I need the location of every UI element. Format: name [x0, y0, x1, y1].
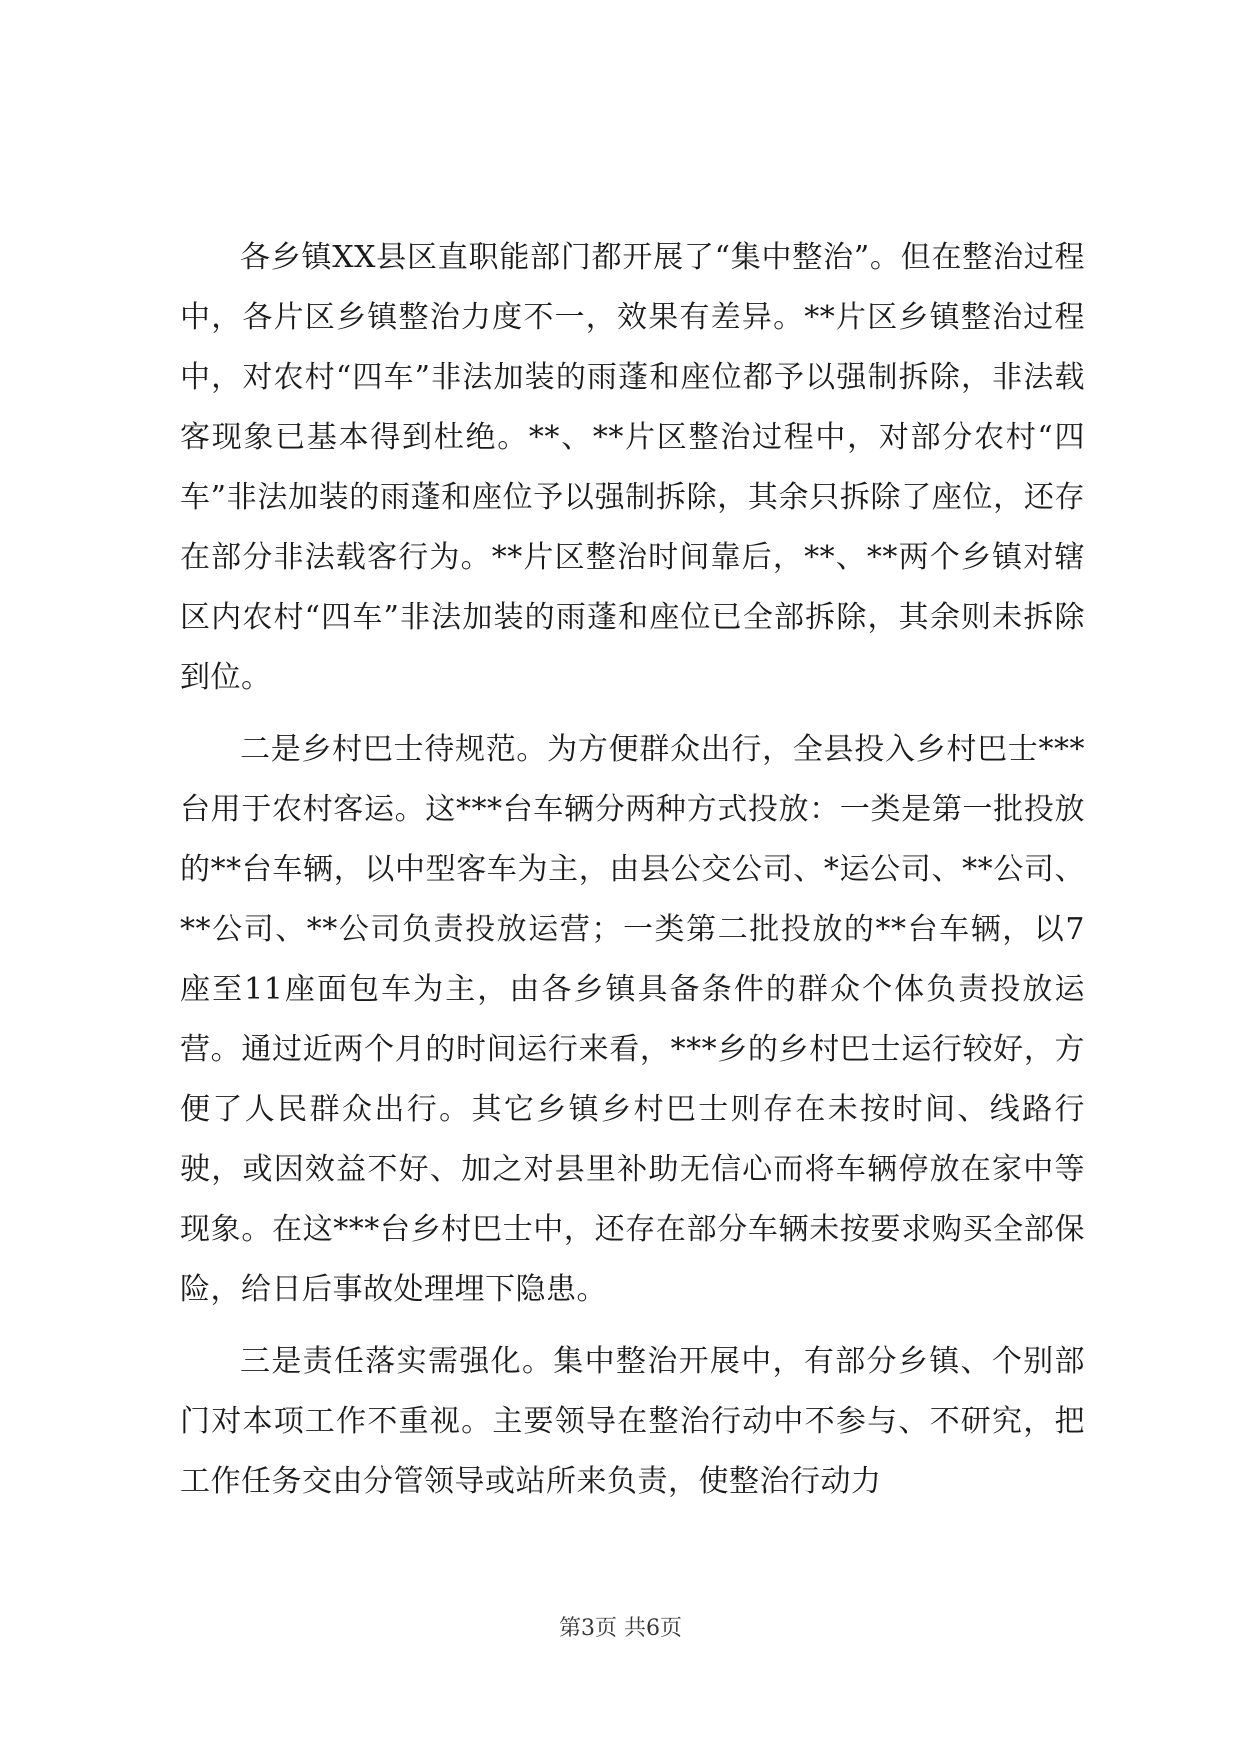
page-footer: 第3页 共6页	[559, 1616, 682, 1641]
paragraph-1: 各乡镇XX县区直职能部门都开展了“集中整治”。但在整治过程中，各片区乡镇整治力度不一，效果有差异。**片区乡镇整治过程中，对农村“四车”非法加装的雨蓬和座位都予以强制拆除，非法载客现象已基本得到杜绝。**、**片区整治过程中，对部分农村“四车”非法加装的雨蓬和座位予以强制拆除，其余只拆除了座位，还存在部分非法载客行为。**片区整治时间靠后，**、**两个乡镇对辖区内农村“四车”非法加装的雨蓬和座位已全部拆除，其余则未拆除到位。	[180, 240, 1085, 695]
paragraph-2: 二是乡村巴士待规范。为方便群众出行，全县投入乡村巴士***台用于农村客运。这***台车辆分两种方式投放：一类是第一批投放的**台车辆，以中型客车为主，由县公交公司、*运公司、**公司、**公司、**公司负责投放运营；一类第二批投放的**台车辆，以7座至11座面包车为主，由各乡镇具备条件的群众个体负责投放运营。通过近两个月的时间运行来看，***乡的乡村巴士运行较好，方便了人民群众出行。其它乡镇乡村巴士则存在未按时间、线路行驶，或因效益不好、加之对县里补助无信心而将车辆停放在家中等现象。在这***台乡村巴士中，还存在部分车辆未按要求购买全部保险，给日后事故处理埋下隐患。	[180, 732, 1085, 1307]
document-body	[180, 228, 1085, 1524]
paragraph-3: 三是责任落实需强化。集中整治开展中，有部分乡镇、个别部门对本项工作不重视。主要领导在整治行动中不参与、不研究，把工作任务交由分管领导或站所来负责，使整治行动力	[180, 1344, 1085, 1499]
